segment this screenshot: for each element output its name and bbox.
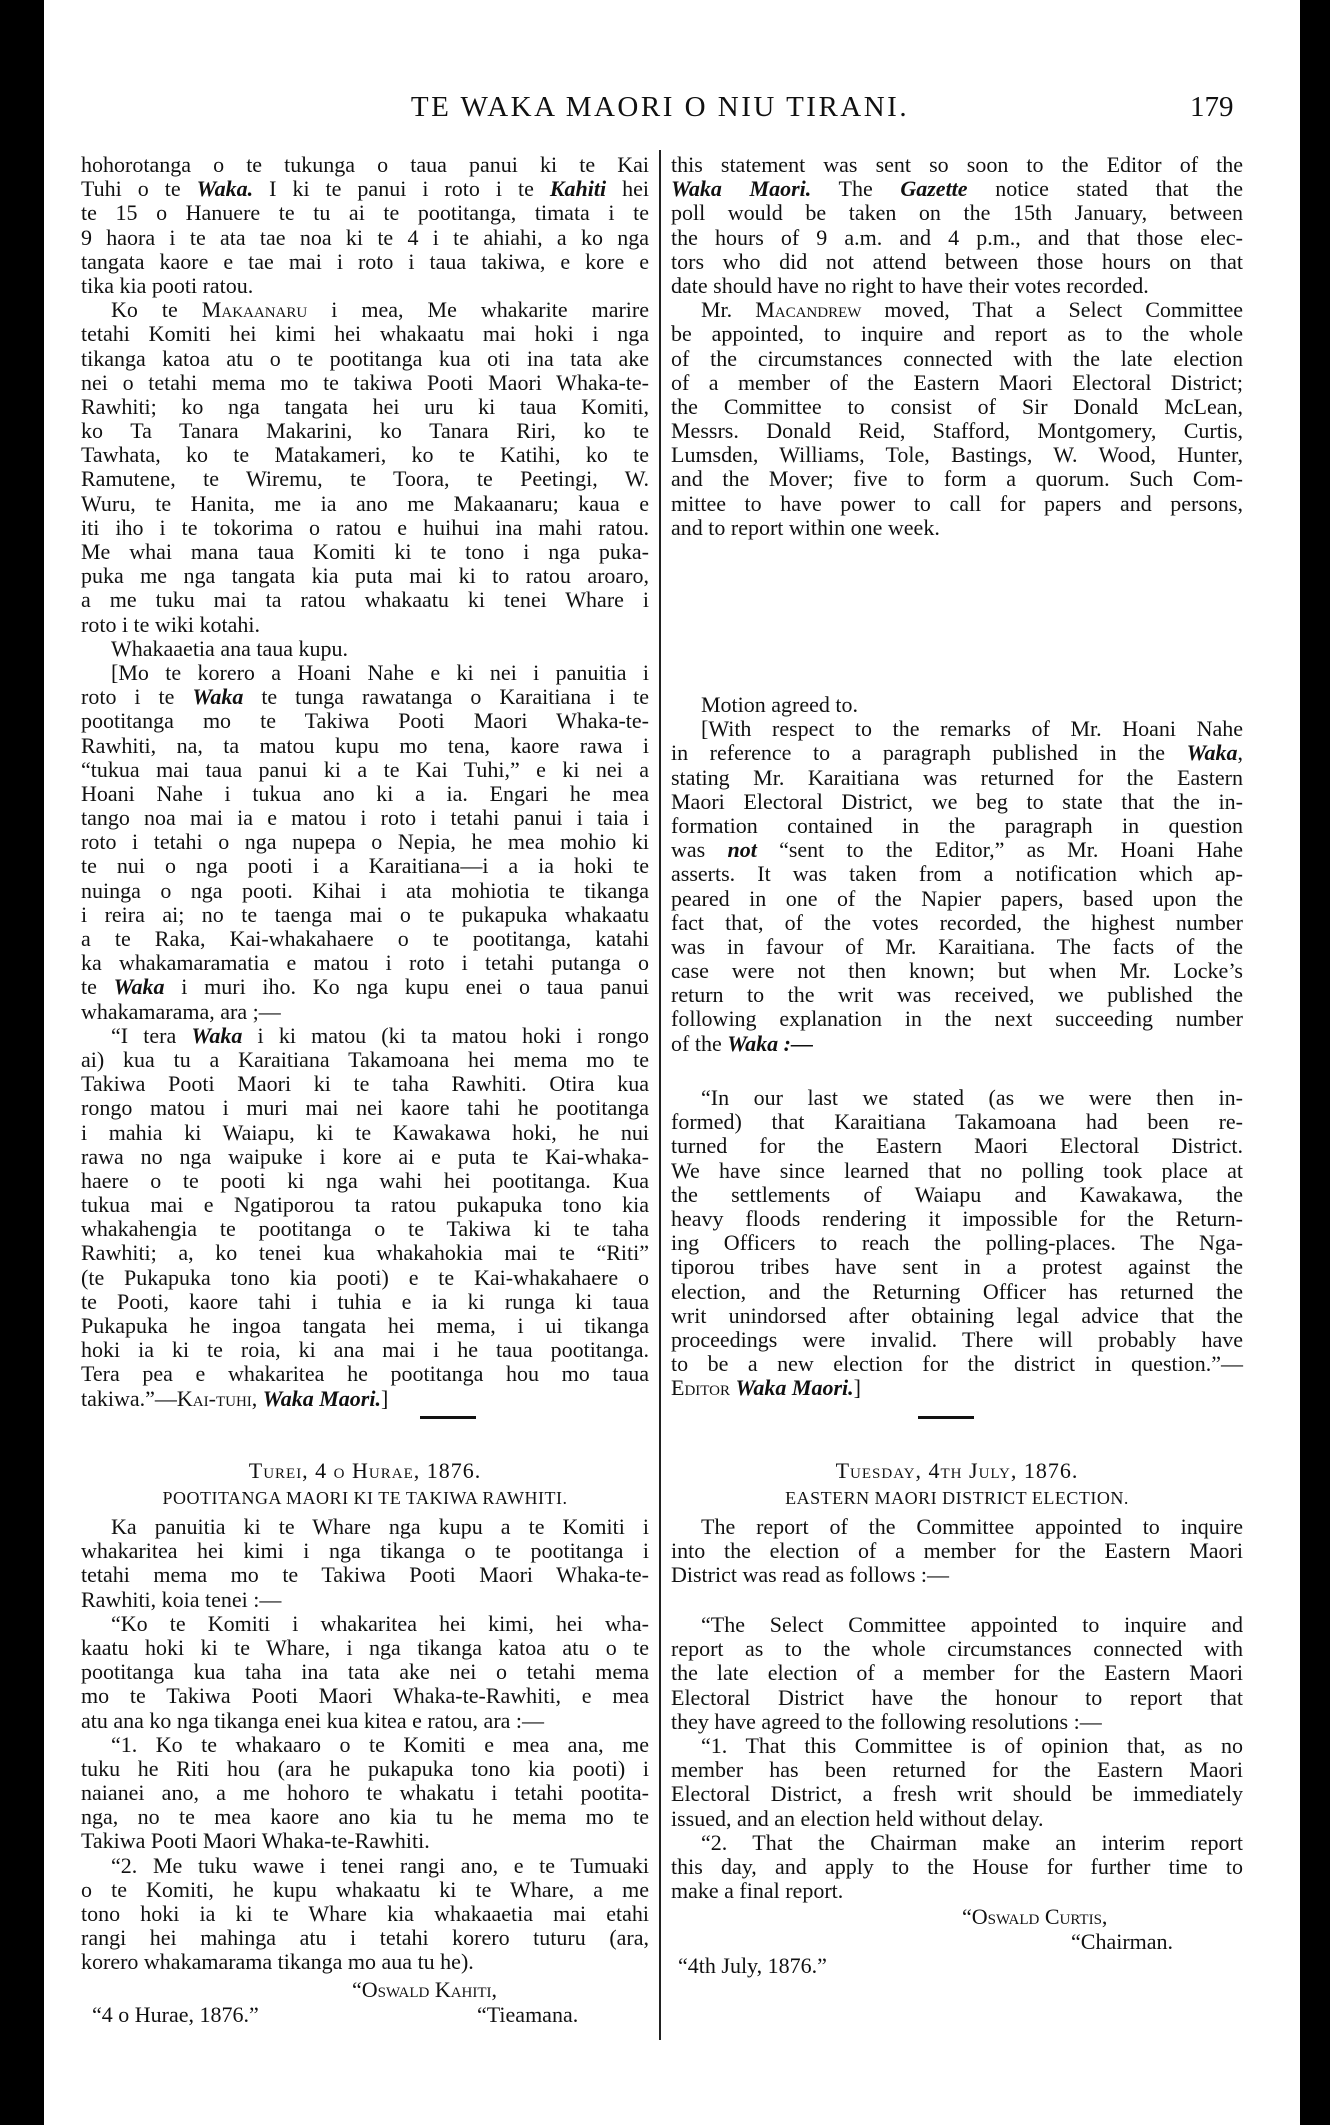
text-line: to be a new election for the district in question.”— <box>671 1351 1243 1377</box>
text-line: Maori Electoral District, we beg to state that the in- <box>671 788 1243 814</box>
text-run: Ko te <box>111 297 202 323</box>
text-line: issued, and an election held without delay. <box>671 1805 1044 1831</box>
text-line: We have since learned that no polling took place at <box>671 1157 1243 1183</box>
text-line: nga, no te mea kaore ano kia tu he mema mo te <box>81 1804 649 1830</box>
text-line: rawa no nga waipuke i kore ai e puta te Kai-whaka- <box>81 1143 649 1169</box>
text-line: of the circumstances connected with the late election <box>671 345 1243 371</box>
text-line: District was read as follows :— <box>671 1562 949 1588</box>
text-line: this day, and apply to the House for further time to <box>671 1853 1243 1879</box>
text-line: Wuru, te Hanita, me ia ano me Makaanaru; kaua e <box>81 490 649 516</box>
text-run: , <box>1237 740 1243 766</box>
paragraph <box>81 1024 649 1411</box>
text-line <box>671 838 1243 862</box>
text-line: i mahia ki Waiapu, ki te Kawakawa hoki, he nui <box>81 1119 649 1145</box>
text-line: The report of the Committee appointed to inquire <box>701 1514 1243 1539</box>
text-run: in reference to a paragraph published in the <box>671 740 1187 766</box>
italic-title: Waka <box>1186 740 1238 766</box>
text-line: heavy floods rendering it impossible for the Return- <box>671 1205 1243 1231</box>
text-line: hohorotanga o te tukunga o taua panui ki te Kai <box>81 152 649 177</box>
text-line: whakahengia te pootitanga o te Takiwa ki te taha <box>81 1216 649 1242</box>
signature-title: “Chairman. <box>1071 1929 1174 1954</box>
italic-title: Waka <box>191 1022 243 1048</box>
text-line: and the Mover; five to form a quorum. Such Com- <box>671 466 1243 492</box>
text-line <box>81 1024 649 1048</box>
text-line: Ramutene, te Wiremu, te Toora, te Peetingi, W. <box>81 466 649 492</box>
text-line: Rawhiti; ko nga tangata hei uru ki taua Komiti, <box>81 393 649 419</box>
text-line: a te Raka, Kai-whakahaere o te pootitanga, katahi <box>81 926 649 951</box>
text-line: pootitanga kua taha ina tata ake nei o tetahi mema <box>81 1659 649 1685</box>
text-line <box>81 1387 649 1411</box>
text-line: Tera pea e whakaritea he pootitanga hou mo taua <box>81 1361 649 1387</box>
paragraph <box>671 1515 1243 1588</box>
paragraph <box>671 1831 1243 1904</box>
text-line: “1. That this Committee is of opinion that, as no <box>701 1732 1243 1758</box>
paragraph <box>671 1086 1243 1400</box>
text-line: “tukua mai taua panui ki a te Kai Tuhi,” e ki nei a <box>81 756 649 782</box>
left-column-article <box>81 153 649 1411</box>
section-date-heading: Turei, 4 o Hurae, 1876. <box>248 1458 482 1483</box>
text-line: korero whakamarama tikanga mo aua tu he). <box>81 1949 474 1975</box>
text-line: poll would be taken on the 15th January, between <box>671 200 1243 226</box>
text-line <box>671 1376 1243 1400</box>
text-line: “The Select Committee appointed to inquire and <box>701 1612 1243 1637</box>
text-line: [With respect to the remarks of Mr. Hoani Nahe <box>701 716 1243 742</box>
paragraph <box>81 153 649 298</box>
text-line: of a member of the Eastern Maori Electoral District; <box>671 369 1243 395</box>
committee-report-english <box>671 1613 1243 1903</box>
text-line: ing Officers to reach the polling-places. The Nga- <box>671 1230 1243 1256</box>
text-line: the settlements of Waiapu and Kawakawa, the <box>671 1181 1243 1207</box>
text-line: fact that, of the votes recorded, the highest number <box>671 909 1243 935</box>
text-line: te 15 o Hanuere te tu ai te pootitanga, timata i te <box>81 200 649 226</box>
text-run: I ki te panui i roto i te <box>253 176 550 202</box>
paragraph <box>671 693 1243 717</box>
text-line: Rawhiti, koia tenei :— <box>81 1586 282 1612</box>
small-caps-name: Kai-tuhi <box>176 1385 252 1411</box>
text-line: tono hoki ia ki te Whare kia whakaaetia mai etahi <box>81 1901 649 1926</box>
text-line: following explanation in the next succeeding number <box>671 1006 1243 1032</box>
text-line: Messrs. Donald Reid, Stafford, Montgomery, Curtis, <box>671 418 1243 444</box>
text-line: Lumsden, Williams, Tole, Bastings, W. Wood, Hunter, <box>671 442 1243 468</box>
italic-title: Kahiti <box>549 176 607 202</box>
text-line: formation contained in the paragraph in question <box>671 812 1243 838</box>
text-run: te <box>81 974 114 1000</box>
text-line: “2. Me tuku wawe i tenei rangi ano, e te Tumuaki <box>111 1852 649 1878</box>
text-run: hei <box>606 176 650 202</box>
italic-title: Gazette <box>900 176 968 202</box>
paragraph <box>81 1854 649 1975</box>
paragraph <box>671 1613 1243 1734</box>
text-line: into the election of a member for the Eastern Maori <box>671 1538 1243 1564</box>
text-line: tikanga katoa atu o te pootitanga kua oti ina tata ake <box>81 345 649 371</box>
text-run: Mr. <box>701 297 756 323</box>
section-title: EASTERN MAORI DISTRICT ELECTION. <box>785 1488 1129 1508</box>
paragraph <box>671 1734 1243 1831</box>
text-run: te tunga rawatanga o Karaitiana i te <box>243 684 649 710</box>
text-line: writ unindorsed after obtaining legal advice that the <box>671 1302 1243 1328</box>
text-line: tango noa mai ia e matou i roto i tetahi panui i taia i <box>81 805 649 831</box>
text-run: takiwa.”— <box>81 1385 177 1411</box>
text-run: ] <box>380 1385 389 1411</box>
text-line: rongo matou i muri mai nei kaore tahi he pootitanga <box>81 1095 649 1121</box>
text-line: election, and the Returning Officer has returned the <box>671 1278 1243 1304</box>
text-line <box>81 685 649 709</box>
text-line: 9 haora i te ata tae noa ki te 4 i te ahiahi, a ko nga <box>81 224 649 250</box>
text-line: Pukapuka he ingoa tangata hei mema, i ui tikanga <box>81 1313 649 1338</box>
text-line: peared in one of the Napier papers, based upon the <box>671 885 1243 911</box>
text-line: turned for the Eastern Maori Electoral District. <box>671 1133 1243 1159</box>
text-line: pootitanga mo te Takiwa Pooti Maori Whaka-te- <box>81 708 649 734</box>
text-line: kaatu hoki ki te Whare, i nga tikanga katoa atu o te <box>81 1634 649 1660</box>
text-line: whakamarama, ara ;— <box>81 998 281 1024</box>
italic-title: Waka Maori. <box>671 176 812 202</box>
section-rule <box>420 1416 476 1419</box>
text-run: i muri iho. Ko nga kupu enei o taua panui <box>164 974 649 1000</box>
text-run: “I tera <box>111 1022 192 1048</box>
text-run: of the <box>671 1030 728 1056</box>
editor-note <box>671 693 1243 1056</box>
text-line: nei o tetahi mema mo te takiwa Pooti Maori Whaka-te- <box>81 369 649 395</box>
text-line: mo te Takiwa Pooti Maori Whaka-te-Rawhiti, e mea <box>81 1683 649 1709</box>
paragraph <box>81 298 649 637</box>
text-line: member has been returned for the Eastern Maori <box>671 1757 1243 1783</box>
text-line: naianei ano, a me hohoro te whakatu i tetahi pootita- <box>81 1780 649 1806</box>
text-line: “2. That the Chairman make an interim report <box>701 1829 1243 1855</box>
text-line: they have agreed to the following resolutions :— <box>671 1708 1102 1734</box>
text-line <box>671 177 1243 201</box>
text-line: te Pooti, kaore tahi i tuhia e ia ki runga ki taua <box>81 1288 649 1314</box>
text-run: was <box>671 837 728 863</box>
text-line: make a final report. <box>671 1878 844 1904</box>
text-line: tangata kaore e tae mai i roto i taua takiwa, e kore e <box>81 248 649 274</box>
signature-date: “4th July, 1876.” <box>678 1953 827 1978</box>
paragraph <box>671 298 1243 540</box>
text-line: this statement was sent so soon to the Editor of the <box>671 152 1243 177</box>
text-line: tukua mai e Ngatiporou ta ratou pukapuka tono kia <box>81 1192 649 1218</box>
text-line: return to the writ was received, we published the <box>671 982 1243 1008</box>
text-line <box>81 298 649 322</box>
italic-title: Waka Maori. <box>262 1385 381 1411</box>
section-rule <box>918 1416 974 1419</box>
signature-date: “4 o Hurae, 1876.” <box>92 2002 259 2027</box>
text-line: (te Pukapuka tono kia pooti) e te Kai-whakahaere o <box>81 1264 649 1290</box>
paragraph <box>81 1612 649 1733</box>
running-title: TE WAKA MAORI O NIU TIRANI. <box>410 91 910 123</box>
text-line: “Ko te Komiti i whakaritea hei kimi, hei wha- <box>111 1610 649 1636</box>
text-line: Tawhata, ko te Matakameri, ko te Katihi, ko te <box>81 442 649 468</box>
paragraph <box>81 1733 649 1854</box>
paragraph <box>81 637 649 661</box>
text-line <box>81 975 649 999</box>
paragraph <box>671 717 1243 1056</box>
text-line: was in favour of Mr. Karaitiana. The facts of the <box>671 933 1243 959</box>
text-run: The <box>811 176 901 202</box>
italic-title: Waka <box>113 974 165 1000</box>
page-number: 179 <box>1190 91 1234 123</box>
text-line: whakaritea hei kimi i nga tikanga o te pootitanga i <box>81 1538 649 1564</box>
text-run: i mea, Me whakarite marire <box>307 297 649 323</box>
text-line: rangi hei mahinga atu i tetahi korero tuturu (ara, <box>81 1925 649 1951</box>
text-run: Tuhi o te <box>81 176 197 202</box>
text-line: i reira ai; no te taenga mai o te pukapuka whakaatu <box>81 901 649 927</box>
italic-title: not <box>727 837 757 863</box>
text-line: mittee to have power to call for papers and persons, <box>671 490 1243 516</box>
text-line: roto i te wiki kotahi. <box>81 611 261 637</box>
text-line: ko Ta Tanara Makarini, ko Tanara Riri, ko te <box>81 418 649 444</box>
text-line: the hours of 9 a.m. and 4 p.m., and that those elec- <box>671 224 1243 250</box>
text-line: Hoani Nahe i tukua ano ki a ia. Engari he mea <box>81 780 649 806</box>
text-line: Electoral District have the honour to report that <box>671 1684 1243 1710</box>
text-line: tetahi Komiti hei kimi hei whakaatu mai hoki i nga <box>81 321 649 347</box>
text-line: iti iho i te tokorima o ratou e huihui ina mahi ratou. <box>81 514 649 540</box>
text-line: atu ana ko nga tikanga enei kua kitea e ratou, ara :— <box>81 1707 545 1733</box>
text-run: , <box>251 1385 263 1411</box>
text-line: Takiwa Pooti Maori ki te taha Rawhiti. Otira kua <box>81 1071 649 1097</box>
text-line: o te Komiti, he kupu whakaatu ki te Whare, a me <box>81 1876 649 1902</box>
text-line: case were not then known; but when Mr. Locke’s <box>671 958 1243 984</box>
text-line: Ka panuitia ki te Whare nga kupu a te Komiti i <box>111 1514 649 1539</box>
section-title: POOTITANGA MAORI KI TE TAKIWA RAWHITI. <box>162 1488 568 1508</box>
text-line: a me tuku mai ta ratou whakaatu ki tenei Whare i <box>81 587 649 613</box>
text-line: te nui o nga pooti i a Karaitiana—i a ia hoki te <box>81 853 649 879</box>
text-line: ka whakamaramatia e matou i roto i tetahi putanga o <box>81 950 649 976</box>
report-intro <box>671 1515 1243 1588</box>
text-line: date should have no right to have their votes recorded. <box>671 272 1149 298</box>
text-line: formed) that Karaitiana Takamoana had been re- <box>671 1109 1243 1135</box>
text-line: stating Mr. Karaitiana was returned for the Eastern <box>671 764 1243 790</box>
text-line: ai) kua tu a Karaitiana Takamoana hei mema mo te <box>81 1046 649 1072</box>
text-line: asserts. It was taken from a notification which ap- <box>671 861 1243 887</box>
paragraph <box>81 1515 649 1612</box>
text-line: Whakaaetia ana taua kupu. <box>111 635 348 661</box>
text-line: haere o te pooti ki nga wahi hei pootitanga. Kua <box>81 1167 649 1193</box>
section-date-heading: Tuesday, 4th July, 1876. <box>835 1458 1079 1483</box>
text-line: nuinga o nga pooti. Kihai i ata mohiotia te tikanga <box>81 877 649 903</box>
text-run: notice stated that the <box>967 176 1243 202</box>
text-line <box>671 1032 1243 1056</box>
text-line: and to report within one week. <box>671 514 940 540</box>
scan-border-right <box>1300 0 1330 2125</box>
text-line <box>81 177 649 201</box>
text-line: tetahi mema mo te Takiwa Pooti Maori Whaka-te- <box>81 1562 649 1588</box>
text-line: report as to the whole circumstances connected with <box>671 1636 1243 1662</box>
text-line: tors who did not attend between those hours on that <box>671 248 1243 274</box>
text-line: Rawhiti; a, ko tenei kua whakahokia mai te “Riti” <box>81 1240 649 1266</box>
small-caps-name: Macandrew <box>755 297 862 323</box>
small-caps-name: Makaanaru <box>201 297 308 323</box>
text-run: ] <box>853 1375 861 1401</box>
text-line <box>671 298 1243 322</box>
text-line: “1. Ko te whakaaro o te Komiti e mea ana, me <box>111 1731 649 1757</box>
paragraph <box>671 153 1243 298</box>
text-line: puka me nga tangata kia puta mai ki to ratou aroaro, <box>81 563 649 589</box>
text-line: roto i tetahi o nga nupepa o Nepia, he mea mohio ki <box>81 829 649 855</box>
text-line: hoki ia ki te roia, ki ana mai i he taua pootitanga. <box>81 1337 649 1363</box>
italic-title: Waka Maori. <box>735 1375 854 1401</box>
text-line: Motion agreed to. <box>701 692 859 717</box>
text-line: “In our last we stated (as we were then in- <box>701 1085 1243 1110</box>
text-line: the late election of a member for the Eastern Maori <box>671 1660 1243 1686</box>
italic-title: Waka <box>192 684 244 710</box>
text-line <box>671 741 1243 765</box>
text-line: the Committee to consist of Sir Donald McLean, <box>671 393 1243 419</box>
text-line: Electoral District, a fresh writ should be immediately <box>671 1781 1243 1807</box>
committee-report-maori <box>81 1515 649 1975</box>
paragraph <box>81 661 649 1024</box>
text-line: [Mo te korero a Hoani Nahe e ki nei i panuitia i <box>111 659 649 685</box>
right-column-article <box>671 153 1243 540</box>
scan-border-left <box>0 0 44 2125</box>
editor-quote <box>671 1086 1243 1400</box>
column-divider <box>659 150 661 2040</box>
signature-name: “Oswald Curtis, <box>962 1904 1108 1929</box>
text-line: Takiwa Pooti Maori Whaka-te-Rawhiti. <box>81 1828 430 1854</box>
text-run: “sent to the Editor,” as Mr. Hoani Hahe <box>756 837 1244 863</box>
text-run: roto i te <box>81 684 193 710</box>
signature-name: “Oswald Kahiti, <box>352 1977 498 2002</box>
text-line: Rawhiti, na, ta matou kupu mo tena, kaore rawa i <box>81 732 649 758</box>
italic-title: Waka. <box>196 176 254 202</box>
small-caps-name: Editor <box>671 1375 730 1401</box>
text-line: tiporou tribes have sent in a protest against the <box>671 1254 1243 1280</box>
text-line: tika kia pooti ratou. <box>81 272 254 298</box>
text-line: be appointed, to inquire and report as to the whole <box>671 321 1243 347</box>
italic-title: Waka :— <box>727 1030 813 1056</box>
text-line: Me whai mana taua Komiti ki te tono i nga puka- <box>81 539 649 564</box>
text-line: proceedings were invalid. There will probably have <box>671 1326 1243 1352</box>
text-line: tuku he Riti hou (ara he pukapuka tono kia pooti) i <box>81 1755 649 1781</box>
signature-title: “Tieamana. <box>477 2002 579 2027</box>
text-run: i ki matou (ki ta matou hoki i rongo <box>242 1022 650 1048</box>
text-run: moved, That a Select Committee <box>861 297 1243 323</box>
